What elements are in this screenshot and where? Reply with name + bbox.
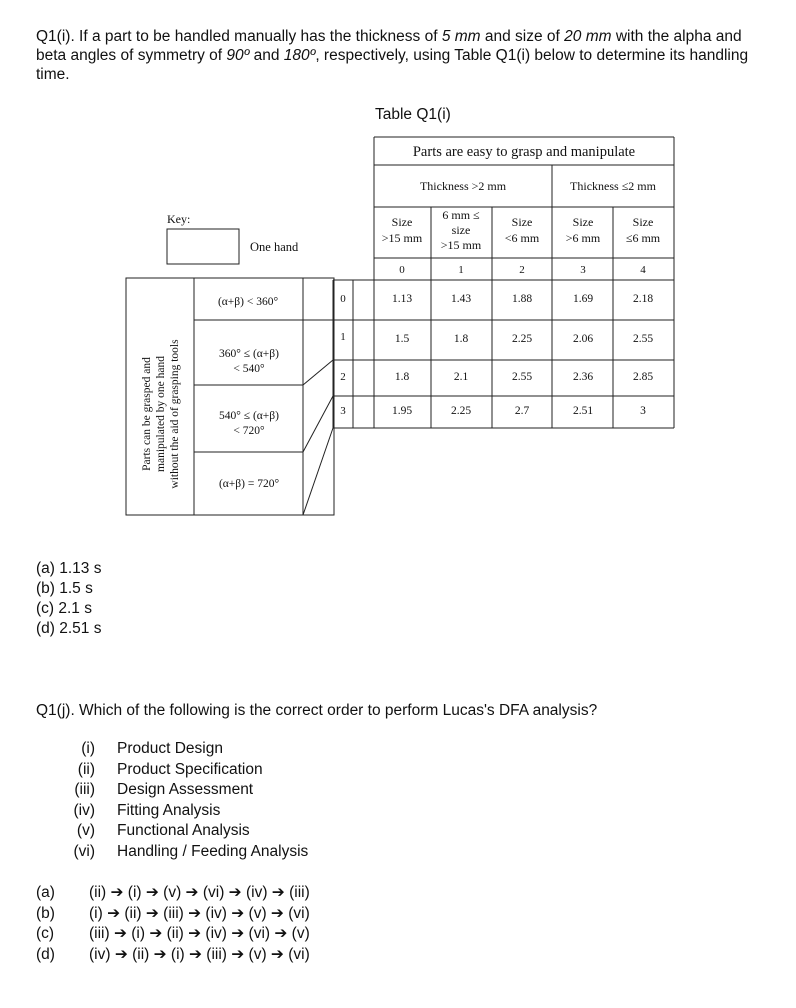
choice-letter: (b) xyxy=(36,904,55,922)
value-cell: 1.69 xyxy=(572,293,594,305)
value-cell: 2.06 xyxy=(572,333,594,345)
value-cell: 1.43 xyxy=(450,293,472,305)
size-col-0-line-0: Size xyxy=(391,215,413,229)
q1i-alpha: 90º xyxy=(226,47,250,64)
item-number: (v) xyxy=(76,822,95,839)
angle-row-3: (α+β) = 720° xyxy=(218,478,280,490)
col-number: 2 xyxy=(519,264,525,276)
size-col-1-line-0: 6 mm ≤ xyxy=(442,208,480,222)
choice-text: (i) ➔ (ii) ➔ (iii) ➔ (iv) ➔ (v) ➔ (vi) xyxy=(89,904,310,922)
header-thickness-le: Thickness ≤2 mm xyxy=(570,179,656,193)
q1i-thickness: 5 mm xyxy=(441,28,481,45)
list-item xyxy=(0,760,400,781)
item-number: (ii) xyxy=(77,760,95,778)
value-cell: 2.55 xyxy=(632,333,654,345)
col-number: 3 xyxy=(580,264,586,276)
item-number: (iii) xyxy=(74,781,95,798)
q1i-mid1: and size of xyxy=(480,28,565,45)
size-col-1-line-1: size xyxy=(451,223,471,237)
q1i-size: 20 mm xyxy=(564,28,612,45)
header-thickness-gt: Thickness >2 mm xyxy=(419,179,507,193)
value-cell: 2.25 xyxy=(450,405,472,417)
choice-text: (iii) ➔ (i) ➔ (ii) ➔ (iv) ➔ (vi) ➔ (v) xyxy=(89,925,310,942)
size-col-0-line-1: >15 mm xyxy=(381,231,423,245)
size-col-3-line-0: Size xyxy=(572,215,594,229)
choice-text: (iv) ➔ (ii) ➔ (i) ➔ (iii) ➔ (v) ➔ (vi) xyxy=(89,945,310,963)
value-cell: 1.8 xyxy=(394,371,410,383)
choice-d[interactable] xyxy=(0,945,420,966)
angle-row-2-line-1: < 720° xyxy=(233,425,265,437)
item-text: Functional Analysis xyxy=(117,822,250,839)
item-text: Design Assessment xyxy=(117,781,254,798)
choice-letter: (a) xyxy=(36,884,55,901)
value-cell: 1.13 xyxy=(391,293,413,305)
key-label: Key: xyxy=(167,212,191,226)
item-text: Product Design xyxy=(117,740,223,757)
side-label-line-2: without the aid of grasping tools xyxy=(169,339,181,489)
value-cell: 3 xyxy=(640,405,646,417)
option-d[interactable]: (d) 2.51 s xyxy=(36,620,102,637)
item-number: (i) xyxy=(81,740,95,757)
q1i-mid2: with the alpha and beta angles of symmetry of xyxy=(36,28,742,64)
question-q1j: Q1(j). Which of the following is the correct order to perform Lucas's DFA analysis? xyxy=(36,702,598,719)
size-col-4-line-0: Size xyxy=(632,215,654,229)
item-number: (iv) xyxy=(73,801,95,819)
item-text: Handling / Feeding Analysis xyxy=(117,842,309,860)
value-cell: 2.85 xyxy=(632,371,654,383)
one-hand-label: One hand xyxy=(250,240,299,254)
list-item xyxy=(0,780,400,801)
row-number: 0 xyxy=(340,293,346,305)
size-col-2-line-1: <6 mm xyxy=(504,231,540,245)
q1i-suffix: , respectively, using Table Q1(i) below to determine its handling time. xyxy=(36,47,749,83)
angle-row-1-line-0: 360° ≤ (α+β) xyxy=(219,348,279,360)
item-text: Fitting Analysis xyxy=(117,801,221,819)
col-number: 0 xyxy=(399,264,405,276)
choice-a[interactable] xyxy=(0,883,420,904)
q1i-mid3: and xyxy=(249,47,284,64)
value-cell: 2.55 xyxy=(511,371,533,383)
value-cell: 1.95 xyxy=(391,405,413,417)
list-item xyxy=(0,801,400,822)
choice-letter: (c) xyxy=(36,925,55,942)
value-cell: 2.51 xyxy=(572,405,594,417)
choice-b[interactable] xyxy=(0,904,420,925)
value-cell: 2.25 xyxy=(511,333,533,345)
value-cell: 1.88 xyxy=(511,293,533,305)
col-number: 4 xyxy=(640,264,646,276)
option-b[interactable]: (b) 1.5 s xyxy=(36,580,93,597)
choice-c[interactable] xyxy=(0,924,420,945)
angle-row-0: (α+β) < 360° xyxy=(217,296,279,308)
col-number: 1 xyxy=(458,264,464,276)
choice-letter: (d) xyxy=(36,945,55,963)
row-number: 2 xyxy=(340,371,346,383)
row-number: 1 xyxy=(340,331,346,343)
angle-row-1-line-1: < 540° xyxy=(233,363,265,375)
list-item xyxy=(0,821,400,842)
size-col-3-line-1: >6 mm xyxy=(565,231,601,245)
value-cell: 1.5 xyxy=(394,333,410,345)
value-cell: 1.8 xyxy=(453,333,469,345)
q1j-items xyxy=(0,739,400,862)
q1j-choices xyxy=(0,883,420,965)
item-text: Product Specification xyxy=(117,760,263,778)
value-cell: 2.7 xyxy=(514,405,530,417)
value-cell: 2.1 xyxy=(453,371,469,383)
angle-row-2-line-0: 540° ≤ (α+β) xyxy=(219,410,279,422)
side-label-line-1: manipulated by one hand xyxy=(155,356,167,472)
size-col-1-line-2: >15 mm xyxy=(440,238,482,252)
header-main: Parts are easy to grasp and manipulate xyxy=(412,144,636,160)
q1i-beta: 180º xyxy=(283,47,316,64)
size-col-4-line-1: ≤6 mm xyxy=(625,231,661,245)
value-cell: 2.36 xyxy=(572,371,594,383)
option-a[interactable]: (a) 1.13 s xyxy=(36,560,102,577)
value-cell: 2.18 xyxy=(632,293,654,305)
table-caption: Table Q1(i) xyxy=(375,106,451,123)
list-item xyxy=(0,842,400,863)
option-c[interactable]: (c) 2.1 s xyxy=(36,600,92,617)
q1i-options xyxy=(36,559,101,639)
size-col-2-line-0: Size xyxy=(511,215,533,229)
q1i-prefix: Q1(i). If a part to be handled manually has the thickness of xyxy=(36,28,442,45)
item-number: (vi) xyxy=(73,842,95,860)
row-number: 3 xyxy=(340,405,346,417)
choice-text: (ii) ➔ (i) ➔ (v) ➔ (vi) ➔ (iv) ➔ (iii) xyxy=(89,884,310,901)
side-label-line-0: Parts can be grasped and xyxy=(141,357,153,471)
list-item xyxy=(0,739,400,760)
